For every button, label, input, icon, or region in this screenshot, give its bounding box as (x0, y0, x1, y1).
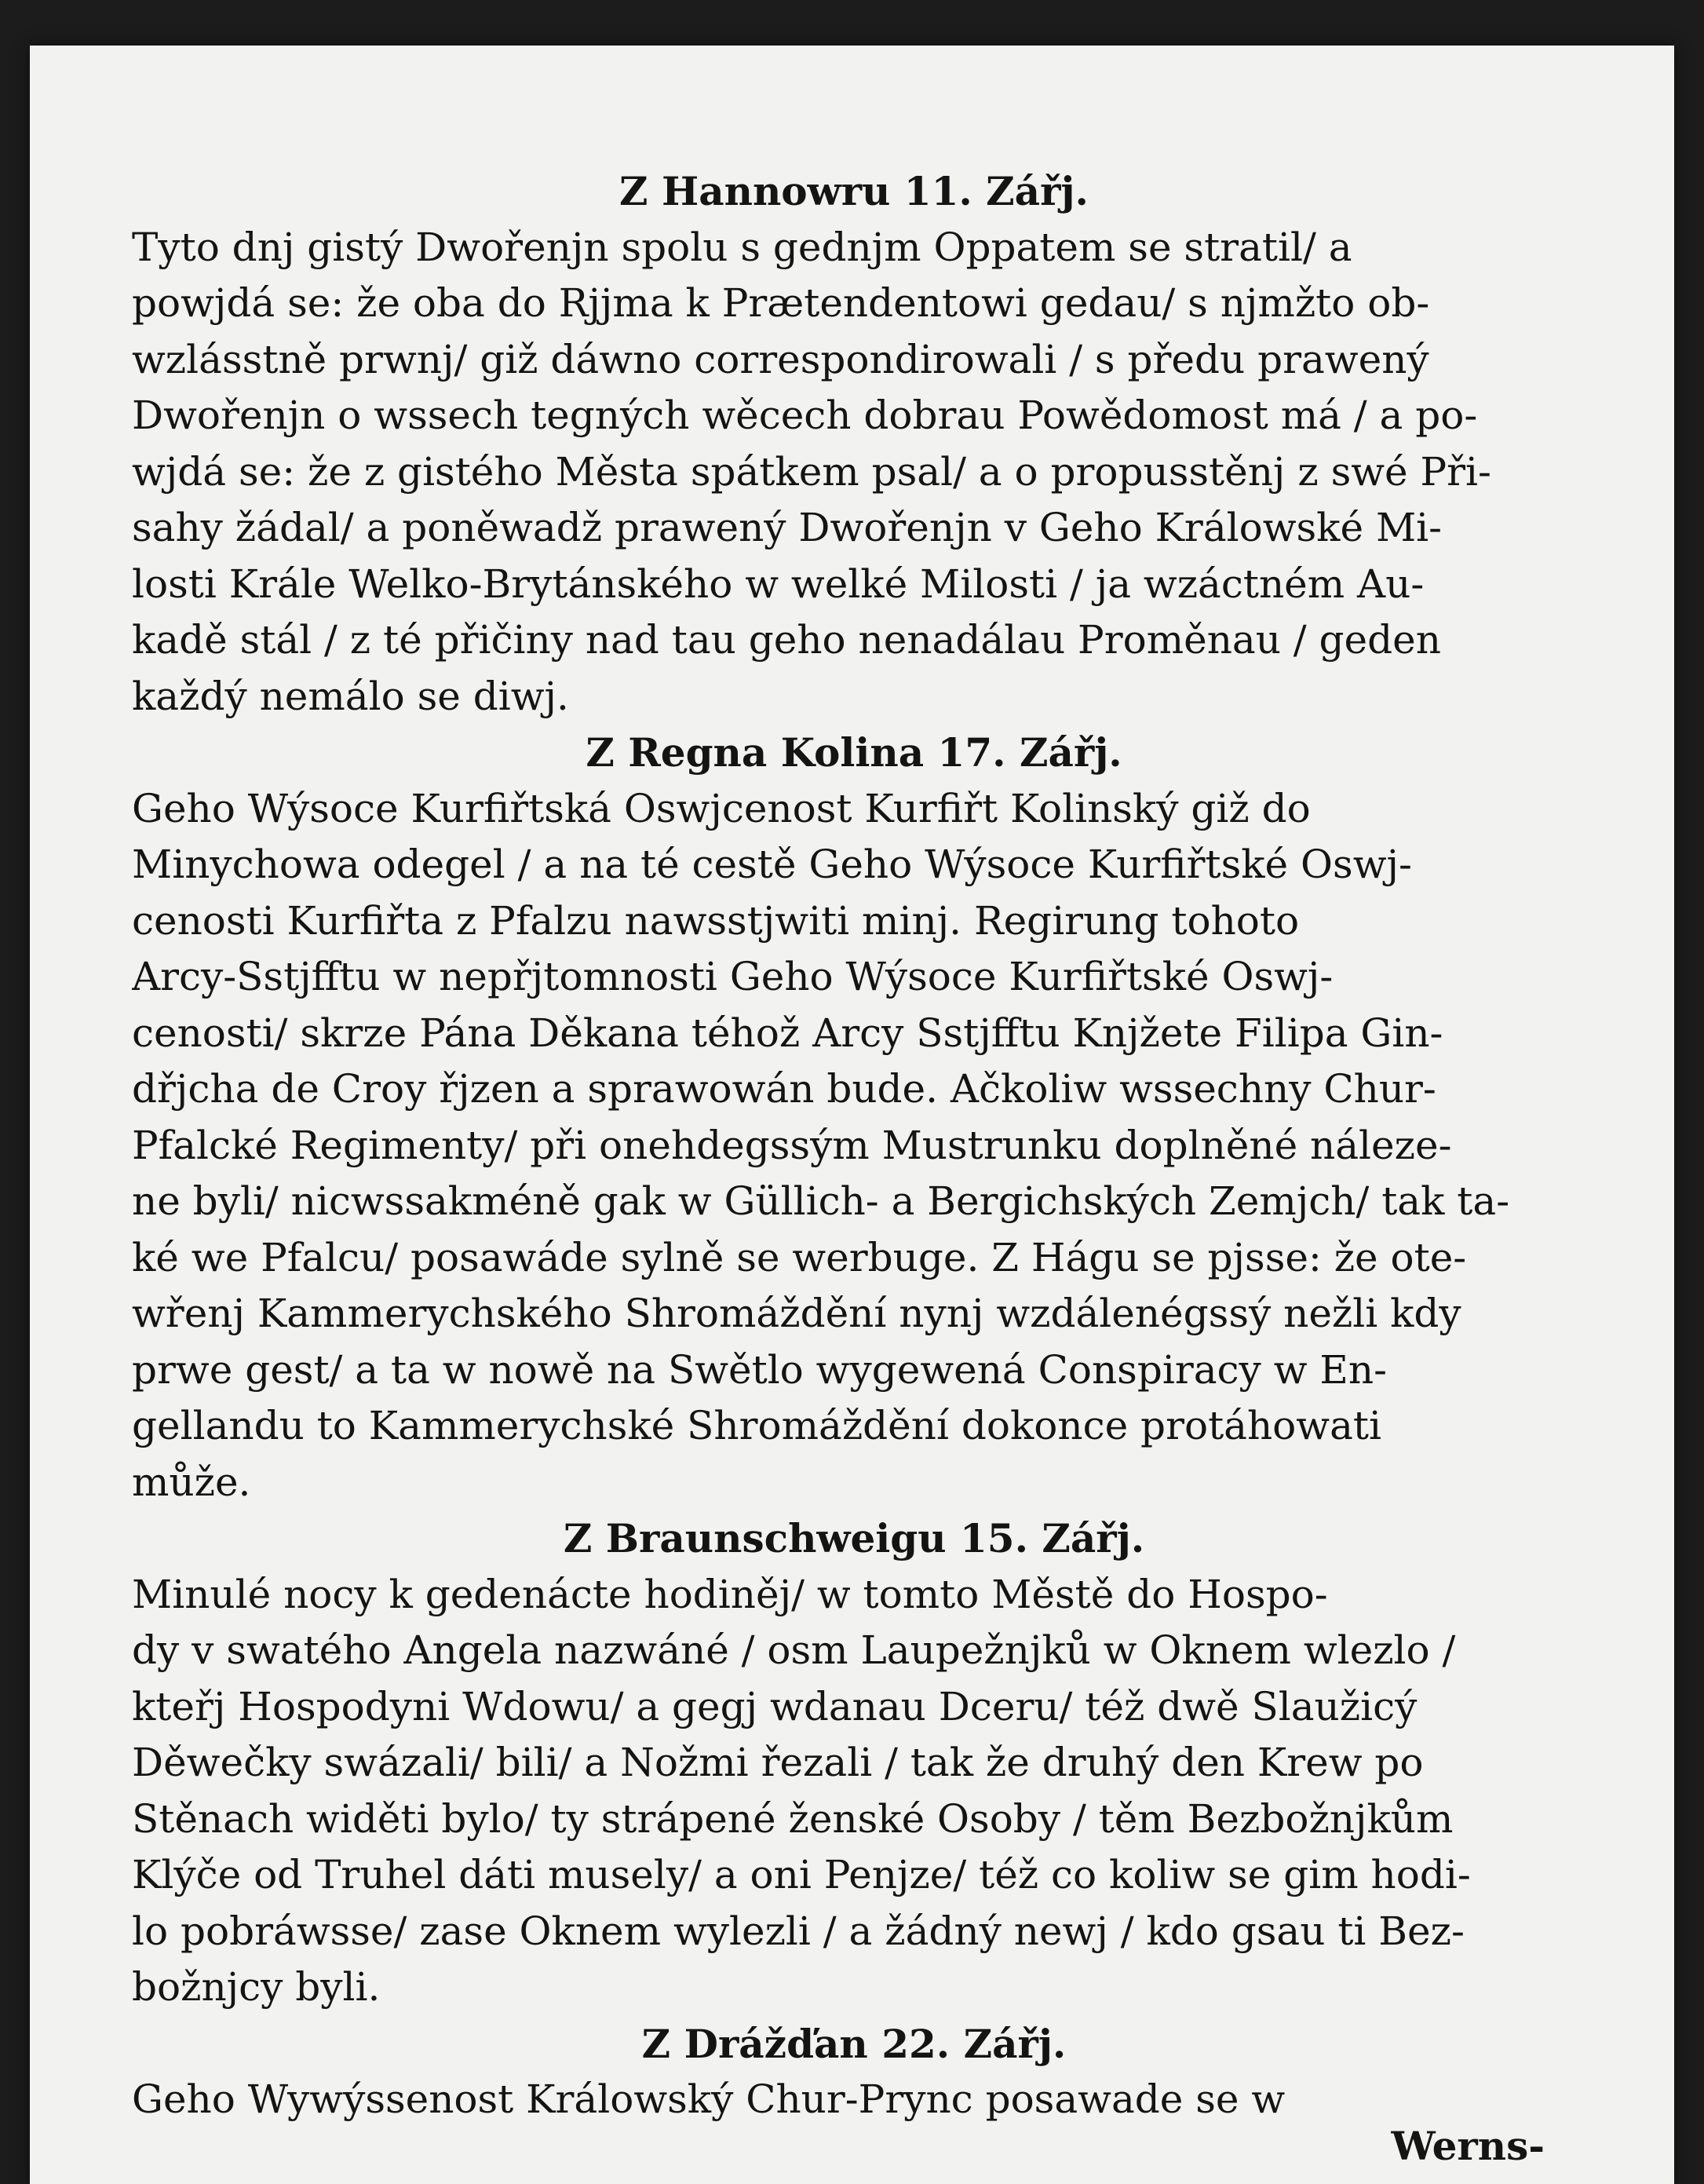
text-line: kadě stál / z té přičiny nad tau geho nenadálau Proměnau / geden (132, 617, 1441, 663)
text-line: wzlásstně prwnj/ giž dáwno correspondirowali / s předu prawený (132, 336, 1429, 382)
text-line: Geho Wywýssenost Králowský Chur-Prync posawade se w (132, 2076, 1286, 2122)
text-line: ne byli/ nicwssakméně gak w Güllich- a Bergichských Zemjch/ tak ta- (132, 1178, 1510, 1224)
text-line: Stěnach widěti bylo/ ty strápené ženské Osoby / těm Bezbožnjkům (132, 1795, 1454, 1842)
page-text (132, 163, 1576, 2128)
text-line: wřenj Kammerychského Shromáždění nynj wzdálenégssý nežli kdy (132, 1291, 1461, 1336)
catchword: Werns- (1391, 2123, 1545, 2169)
text-line: Dwořenjn o wssech tegných wěcech dobrau Powědomost má / a po- (132, 393, 1478, 438)
text-line: ké we Pfalcu/ posawáde sylně se werbuge. Z Hágu se pjsse: že ote- (132, 1234, 1467, 1280)
text-line: Minulé nocy k gedenácte hodiněj/ w tomto Městě do Hospo- (132, 1571, 1328, 1617)
text-line: sahy žádal/ a poněwadž prawený Dwořenjn v Geho Králowské Mi- (132, 505, 1443, 550)
section-paragraph (132, 220, 1576, 725)
section-heading: Z Hannowru 11. Zářj. (619, 168, 1089, 214)
text-line: prwe gest/ a ta w nowě na Swětlo wygewená Conspiracy w En- (132, 1346, 1387, 1393)
text-line: Tyto dnj gistý Dwořenjn spolu s gednjm Oppatem se stratil/ a (132, 224, 1352, 270)
text-line: Minychowa odegel / a na té cestě Geho Wýsoce Kurfiřtské Oswj- (132, 842, 1412, 887)
text-line: dřjcha de Croy řjzen a sprawowán bude. Ačkoliw wssechny Chur- (132, 1066, 1436, 1112)
text-line: wjdá se: že z gistého Města spátkem psal/ a o propusstěnj z swé Při- (132, 448, 1491, 495)
text-line: cenosti/ skrze Pána Děkana téhož Arcy Sstjfftu Knjžete Filipa Gin- (132, 1010, 1443, 1056)
section-heading: Z Drážďan 22. Zářj. (641, 2020, 1067, 2067)
text-line: Děwečky swázali/ bili/ a Nožmi řezali / tak že druhý den Krew po (132, 1740, 1424, 1785)
text-line: může. (132, 1459, 251, 1505)
text-line: Geho Wýsoce Kurfiřtská Oswjcenost Kurfiřt Kolinský giž do (132, 785, 1311, 831)
text-line: každý nemálo se diwj. (132, 673, 569, 719)
text-line: powjdá se: že oba do Rjjma k Prætendentowi gedau/ s njmžto ob- (132, 280, 1430, 326)
text-line: Arcy-Sstjfftu w nepřjtomnosti Geho Wýsoce Kurfiřtské Oswj- (132, 954, 1334, 999)
text-line: lo pobráwsse/ zase Oknem wylezli / a žádný newj / kdo gsau ti Bez- (132, 1908, 1465, 1954)
section-paragraph (132, 2072, 1576, 2128)
section-heading: Z Braunschweigu 15. Zářj. (563, 1515, 1145, 1561)
section-heading: Z Regna Kolina 17. Zářj. (586, 729, 1122, 776)
text-line: losti Krále Welko-Brytánského w welké Milosti / ja wzáctném Au- (132, 561, 1425, 607)
text-line: dy v swatého Angela nazwáné / osm Laupežnjků w Oknem wlezlo / (132, 1627, 1456, 1673)
text-line: kteřj Hospodyni Wdowu/ a gegj wdanau Dceru/ též dwě Slaužicý (132, 1683, 1418, 1729)
text-line: Pfalcké Regimenty/ při onehdegssým Mustrunku doplněné náleze- (132, 1122, 1452, 1168)
text-line: Klýče od Truhel dáti musely/ a oni Penjze/ též co koliw se gim hodi- (132, 1852, 1471, 1897)
text-line: božnjcy byli. (132, 1964, 381, 2010)
text-line: gellandu to Kammerychské Shromáždění dokonce protáhowati (132, 1403, 1381, 1448)
section-paragraph (132, 1567, 1576, 2016)
document-page (30, 46, 1674, 2184)
section-paragraph (132, 781, 1576, 1511)
text-line: cenosti Kurfiřta z Pfalzu nawsstjwiti minj. Regirung tohoto (132, 897, 1300, 944)
